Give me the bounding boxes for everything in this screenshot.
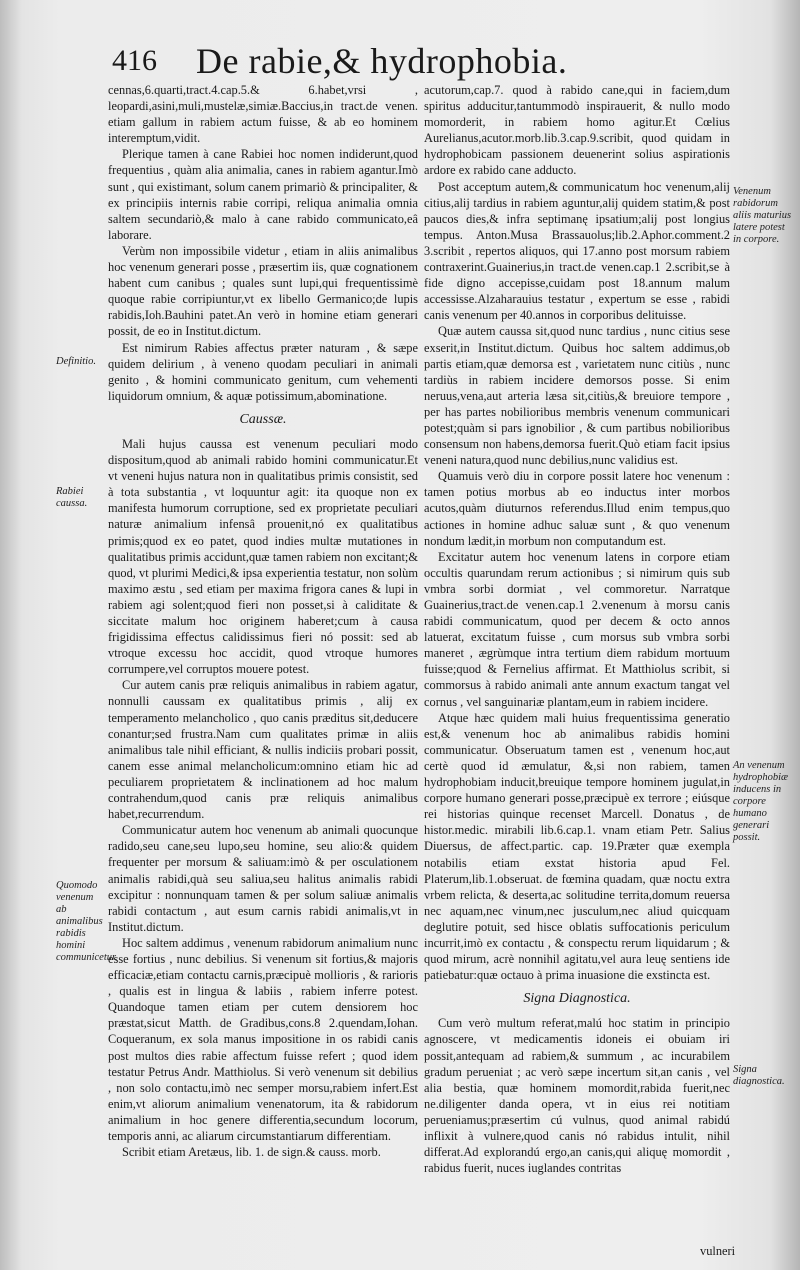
left-paragraph-1: cennas,6.quarti,tract.4.cap.5.& 6.habet,vrsi , leopardi,asini,muli,mustelæ,simiæ.Baccius,in tract.de venen. etiam gallum in rabiem actum fuisse, & ab eo hominem interemptum,vidit. bbox=[108, 83, 418, 146]
page-number: 416 bbox=[112, 44, 157, 77]
margin-note-definitio: Definitio. bbox=[56, 356, 96, 367]
left-paragraph-2: Plerique tamen à cane Rabiei hoc nomen indiderunt,quod frequentius , quàm alia animalia, canes in rabiem agantur.Imò sunt , qui existimant, solum canem primariò & principaliter, & ex principiis internis rabie corripi, reliqua animalia omnia saltem secundariò,& malo à cane rabido communicato,eâ laborare. bbox=[108, 147, 418, 242]
catchword: vulneri bbox=[700, 1244, 736, 1258]
section-heading-signa-diagnostica: Signa Diagnostica. bbox=[523, 991, 631, 1007]
left-text-column bbox=[108, 82, 418, 1160]
right-paragraph-7: Cum verò multum referat,malú hoc statim in principio agnoscere, vt medicamentis idoneis ei obuiam iri possit,antequam ad rabiem,& summum , ac incurabilem gradum perueniat ; ac verò sæpe incertum sit,an canis , vel alia bestia, quæ hominem momordit,rabida fuerit,nec ne.diligenter danda opera, vt in eius rei notitiam perueniamus;præsertim cú vulnus, quod animal rabidú inflixit à vulnere,quod canis nó rabidus intulit, nihil differat.Ad explorandú ergo,an canis,qui aliquę momordit , rabidus fuerit, nuces iuglandes contritas bbox=[424, 1016, 730, 1176]
left-paragraph-5: Mali hujus caussa est venenum peculiari modo dispositum,quod ab animali rabido homini communicatur.Et vt veneni hujus natura non in qualitatibus primis consistit, sed à tota substantia , vt loquuntur agit: ita quoque non ex manifesta humorum corruptione, sed ex proprietate peculiari naturæ animalium infensâ prouenit,nó ex qualitatibus primis;quod ex eo patet, quod indies multæ mutationes in qualitatibus primis accidunt,quæ tamen rabiem non excitant;& quod, vt plurimi Medici,& ipsa experientia testatur, non solùm maximo æstu , sed etiam per maxima frigora canes & lupi in rabiem agi solent;quod fieri non posset,si à caliditate & siccitate malum hoc originem haberet;cum à causa frigidissima effectus calidissimus fieri nó possit: sed ab vtroque excessu hoc accidit, quod vtroque humores corrumpere,vel corruptos mouere potest. bbox=[108, 436, 418, 677]
margin-note-quomodo: Quomodo venenum ab animalibus rabidis homini communicetur. bbox=[56, 880, 118, 963]
left-paragraph-9: Scribit etiam Aretæus, lib. 1. de sign.& causs. morb. bbox=[122, 1145, 381, 1160]
left-paragraph-7: Communicatur autem hoc venenum ab animali quocunque radido,seu cane,seu lupo,seu homine, seu alio:& quidem frequenter per morsum & saliuam:imò & per osculationem animalis rabidi,quà seu saliua,seu halitus animalis rabidi excipitur : nonnunquam tamen & per solum saliuæ animalis rabidi contactum , aut esum carnis rabidi animalis,vt in Institut.dictum. bbox=[108, 823, 418, 934]
margin-note-venenum-rabidorum: Venenum rabidorum aliis maturius latere potest in corpore. bbox=[733, 186, 792, 245]
right-text-column bbox=[424, 82, 730, 1176]
left-paragraph-6: Cur autem canis præ reliquis animalibus in rabiem agatur, nonnulli caussam ex qualitatibus primis , alij ex temperamento melancholico , quo canis præditus sit,deducere conantur;sed frustra.Nam cum qualitates primæ in aliis animalibus tale nihil efficiant, & nullis indiciis probari possit, canem esse animal melancholicum:omnino etiam hic ad peculiarem proprietatem & inclinationem ad hoc malum contrahendum,quod canis præ reliquis animalibus habet,recurrendum. bbox=[108, 678, 418, 822]
margin-note-an-venenum: An venenum hydrophobiæ inducens in corpore humano generari possit. bbox=[733, 760, 789, 843]
right-paragraph-1: acutorum,cap.7. quod à rabido cane,qui in faciem,dum spiritus adducitur,tantummodò inspirauerit, & nullo modo momorderit, in rabiem homo agitur.Et Cœlius Aurelianus,acutor.morb.lib.3.cap.9.scribit, quod quidam in hydrophobicam passionem deuenerint solius aspirationis ardore ex rabido cane adducto. bbox=[424, 83, 730, 178]
margin-note-rabiei-caussa: Rabiei caussa. bbox=[56, 486, 88, 509]
left-paragraph-4: Est nimirum Rabies affectus præter naturam , & sæpe quidem delirium , à veneno quodam peculiari in animali genito , & homini communicato genitum, cum vehementi liquidorum omnium, & aquæ potissimum,abominatione. bbox=[108, 340, 418, 403]
running-title: De rabie,& hydrophobia. bbox=[196, 41, 568, 81]
right-paragraph-5: Excitatur autem hoc venenum latens in corpore etiam occultis quarundam rerum actionibus ; si nimirum quis sub vmbra sorbi dormiat , vel commoretur. Narratque Guainerius,tract.de venen.cap.1 2.venenum à morsu canis rabidi communicatum, quod per decem & octo annos latuerat, excitatum fuisse , cum morsus sub vmbra sorbi maneret , ægrùmque intra tertium diem rabidum mortuum fuisse;quod & Fernelius affirmat. Et Matthiolus scribit, si commorsus à rabido animali ante annum exactum tangat vel cornus , vel sanguinariæ plantam,eum in rabiem incidere. bbox=[424, 549, 730, 709]
left-paragraph-8: Hoc saltem addimus , venenum rabidorum animalium nunc esse fortius , nunc debilius. Si venenum sit fortius,& majoris efficaciæ,etiam contactu carnis,præcipuè mollioris , & rarioris , qualis est in lingua & labiis , rabiem inferre potest. Quandoque tamen etiam per cutem densiorem hoc præstat,sicut Matth. de Gradibus,cons.8 2.quendam,Iohan. Coqueranum, ex sola manus impositione in os rabidi canis post multos dies rabie affectum fuisse refert ; quod idem testatur Petrus Andr. Matthiolus. Si verò venenum sit debilius , non solo contactu,imò nec semper morsu,rabiem infert.Est enim,vt aliorum animalium venenatorum, ita & rabidorum animalium in hoc genere differentia,secundum locorum, temporis anni, ac aliarum circumstantiarum differentiam. bbox=[108, 935, 418, 1143]
right-paragraph-6: Atque hæc quidem mali huius frequentissima generatio est,& venenum hoc ab animalibus rabidis homini communicatur. Obseruatum tamen est , venenum hoc,aut certè quod id æmulatur, &,si non rabiem, tamen hydrophobiam inducit,breuique tempore hominem jugulat,in corpore humano generari posse,præcipuè ex terrore ; eiúsque rei historias quinque recenset Marcell. Donatus , de histor.medic. mirabili lib.6.cap.1. vnam etiam Petr. Salius Diuersus, de affect.partic. cap. 19.Præter quæ exempla notabilis etiam exstat historia apud Fel. Platerum,lib.1.obseruat. de fœmina quadam, quæ noctu extra vrbem relicta, & deserta,ac solitudine territa,domum reuersa nec aquam,nec vinum,nec jusculum,nec aliud quicquam deglutire potuit, sed hisce oblatis suffocationis periculum incurrit,imò ex contactu , & conspectu rerum liquidarum ; & quod mirum, acrè nonnihil agitatu,vel aura leuę sentiens ide patiebatur:quæ octauo à prima inuasione die exstincta est. bbox=[424, 710, 730, 983]
section-heading-caussae: Caussæ. bbox=[239, 411, 287, 427]
right-paragraph-4: Quamuis verò diu in corpore possit latere hoc venenum : tamen potius morbus ab eo inductus inter morbos acutos,quàm diuturnos referendus.Illud enim tempus,quo actiones in homine adhuc saluæ sunt , & quo venenum nondum lædit,in morbum non computandum est. bbox=[424, 469, 730, 548]
right-paragraph-3: Quæ autem caussa sit,quod nunc tardius , nunc citius sese exserit,in Institut.dictum. Quibus hoc saltem addimus,ob partis etiam,quæ demorsa est , varietatem nunc citiùs , nunc tardiùs in rabiem incidere demorsos posse. Si enim neruus,vena,aut arteria læsa sit,citiùs,& breuiore tempore , per has partes nobilioribus membris venenum communicari potest;quàm si pars ignobilior , & cum partibus nobilioribus consensum non habens,demorsa fuerit.Quò etiam facit ipsius veneni natura,quod nunc debilius,nunc validius est. bbox=[424, 324, 730, 468]
margin-note-signa-diagnostica: Signa diagnostica. bbox=[733, 1064, 785, 1087]
right-paragraph-2: Post acceptum autem,& communicatum hoc venenum,alij citius,alij tardius in rabiem aguntur,alij quidem statim,& post paucos dies,& infra septimanę ipsatium;alij post longius tempus. Anton.Musa Brassauolus;lib.2.Aphor.comment.2 3.scribit , repertos aliquos, qui 17.anno post morsum rabiem contraxerint.Guainerius,in tract.de venen.cap.1 2.scribit,se à fide digno accepisse,cuidam post 18.annum malum accessisse.Alzaharauius testatur , expertum se esse , rabidi canis venenum per 40.annos in corporibus delituisse. bbox=[424, 179, 730, 323]
left-paragraph-3: Verùm non impossibile videtur , etiam in aliis animalibus hoc venenum generari posse , præsertim iis, quæ cognationem habent cum canibus ; quales sunt lupi,qui frequentissimè quoque rabie corripiuntur,vt ex libello Germanico;de lupis rabidis,Ioh.Bauhini patet.An verò in homine etiam generari possit, de eo in Institut.dictum. bbox=[108, 243, 418, 339]
page-header bbox=[104, 40, 664, 82]
